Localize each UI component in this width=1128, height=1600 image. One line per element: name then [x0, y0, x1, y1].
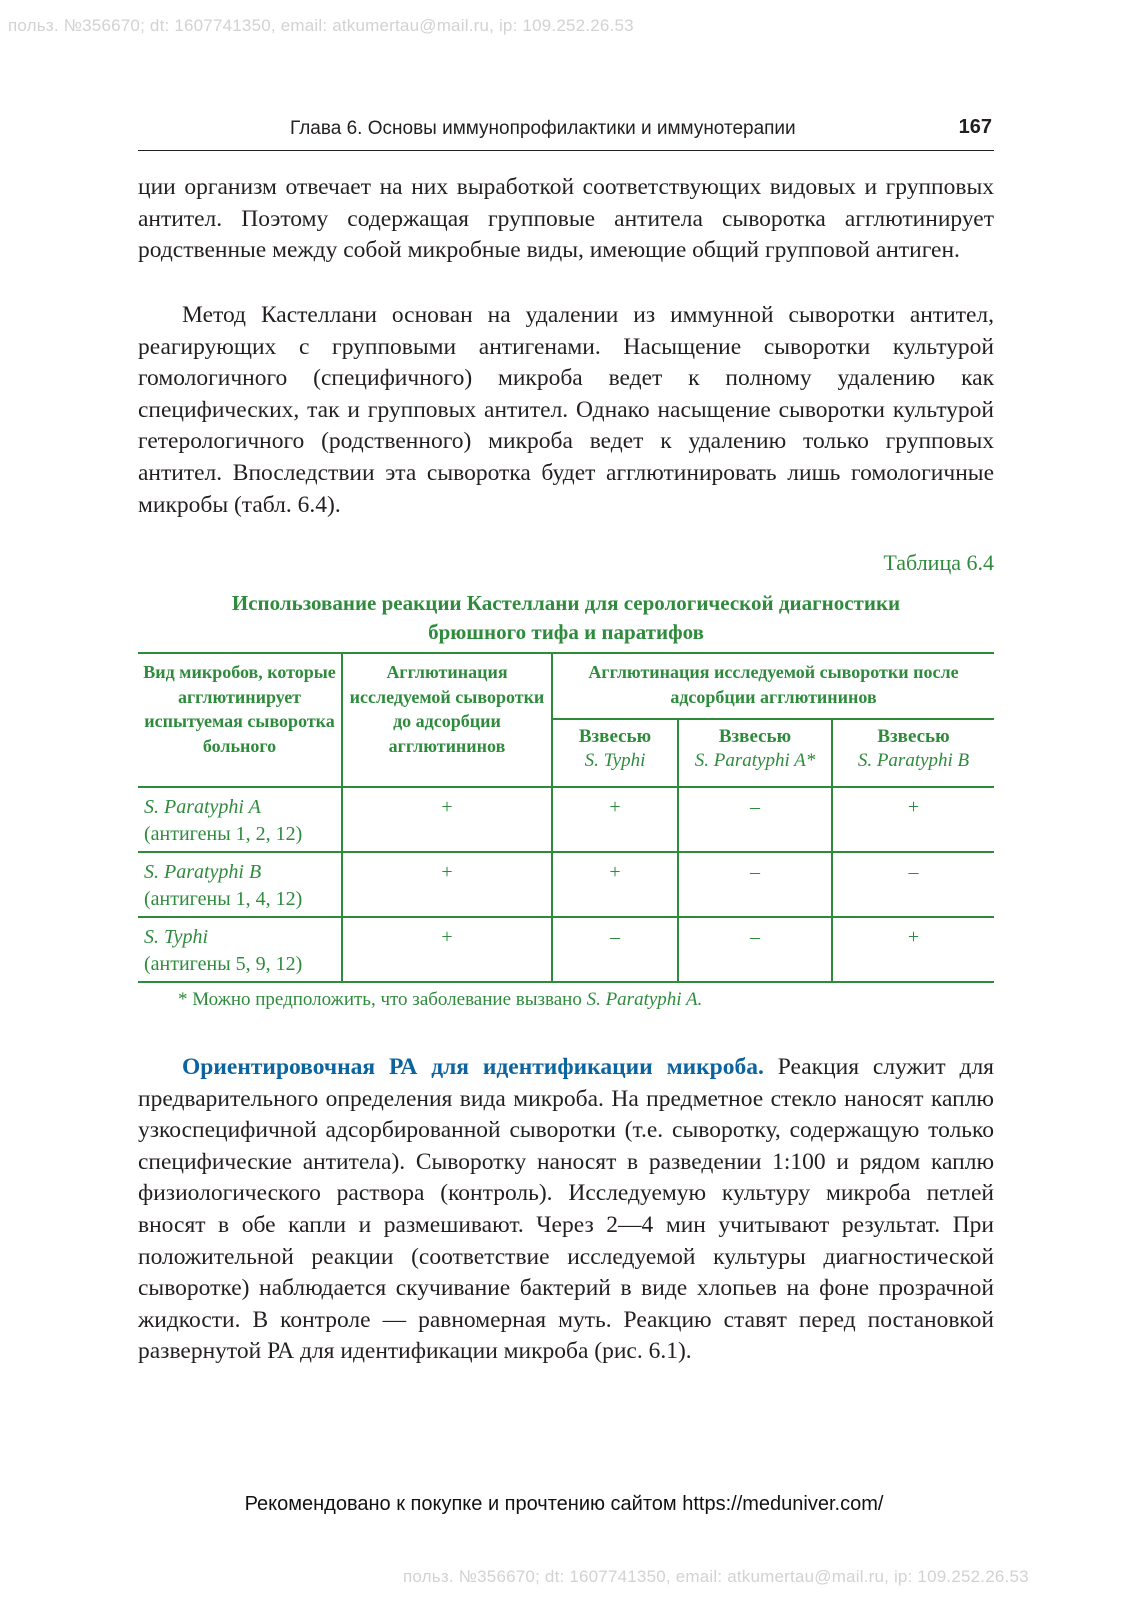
organism-name: S. Typhi: [144, 926, 209, 948]
subheader-paratyphi-b: [832, 719, 994, 787]
page-number: 167: [958, 116, 992, 138]
table-footnote: [178, 989, 702, 1011]
footnote-text: * Можно предположить, что заболевание вызвано: [178, 989, 587, 1010]
organism-name: S. Paratyphi A: [144, 796, 261, 818]
table-row: [138, 917, 994, 982]
subheader-paratyphi-a: [678, 719, 832, 787]
organism-antigens: (антигены 1, 2, 12): [144, 822, 303, 845]
cell-paratyphi-b: –: [832, 852, 994, 917]
subheader-paratyphi-a-label: Взвесью: [718, 725, 792, 747]
cell-before: +: [342, 917, 552, 982]
header-organism: Вид микробов, которые агглютинирует испытуемая сыворотка больного: [138, 653, 342, 787]
running-head: [138, 114, 994, 151]
header-after-adsorption: Агглютинация исследуемой сыворотки после адсорбции агглютининов: [552, 653, 994, 719]
subheader-paratyphi-b-label: Взвесью: [877, 725, 950, 747]
subheader-typhi-label: Взвесью: [578, 725, 652, 747]
cell-paratyphi-a: –: [678, 852, 832, 917]
cell-typhi: –: [552, 917, 678, 982]
header-row: [138, 653, 994, 719]
row-organism: [138, 852, 342, 917]
cell-before: +: [342, 852, 552, 917]
paragraph-3-text: Реакция служит для предварительного определения вида микроба. На предметное стекло наносят каплю узкоспецифичной адсорбированной сыворотки (т.е. сыворотку, содержащую только специфические антитела). Сыворотку наносят в разведении 1:100 и рядом каплю физиологического раствора (контроль). Исследуемую культуру микроба петлей вносят в обе капли и размешивают. Через 2—4 мин учитывают результат. При положительной реакции (соответствие исследуемой культуры диагностической сыворотке) наблюдается скучивание бактерий в виде хлопьев на фоне прозрачной жидкости. В контроле — равномерная муть. Реакцию ставят перед постановкой развернутой РА для идентификации микроба (рис. 6.1).: [138, 1054, 994, 1365]
cell-paratyphi-a: –: [678, 787, 832, 852]
row-organism: [138, 787, 342, 852]
subheader-paratyphi-a-organism: S. Paratyphi A*: [694, 750, 816, 772]
chapter-title: Глава 6. Основы иммунопрофилактики и иммунотерапии: [290, 118, 796, 139]
paragraph-1: ции организм отвечает на них выработкой соответствующих видовых и групповых антител. Поэтому содержащая групповые антитела сыворотка агглютинирует родственные между собой микробные виды, имеющие общий групповой антиген.: [138, 174, 994, 264]
castellani-table: [138, 652, 994, 983]
paragraph-2: Метод Кастеллани основан на удалении из иммунной сыворотки антител, реагирующих с групповыми антигенами. Насыщение сыворотки культурой гомологичного (специфичного) микроба ведет к полному удалению как специфических, так и групповых антител. Однако насыщение сыворотки культурой гетерологичного (родственного) микроба ведет к удалению только групповых антител. Впоследствии эта сыворотка будет агглютинировать лишь гомологичные микробы (табл. 6.4).: [138, 302, 994, 518]
footnote-organism: S. Paratyphi A.: [586, 989, 703, 1010]
table-row: [138, 787, 994, 852]
subheader-typhi: [552, 719, 678, 787]
organism-name: S. Paratyphi B: [144, 861, 262, 883]
row-organism: [138, 917, 342, 982]
runin-heading: Ориентировочная РА для идентификации микроба.: [182, 1054, 764, 1080]
promo-line: Рекомендовано к покупке и прочтению сайтом https://meduniver.com/: [244, 1493, 884, 1515]
cell-paratyphi-a: –: [678, 917, 832, 982]
table-title-line-2: брюшного тифа и паратифов: [428, 620, 704, 644]
subheader-paratyphi-b-organism: S. Paratyphi B: [857, 750, 970, 772]
subheader-typhi-organism: S. Typhi: [584, 750, 646, 772]
header-before-adsorption: Агглютинация исследуемой сыворотки до адсорбции агглютининов: [342, 653, 552, 787]
cell-typhi: +: [552, 787, 678, 852]
cell-before: +: [342, 787, 552, 852]
paragraph-3: [138, 1052, 994, 1368]
table-row: [138, 852, 994, 917]
organism-antigens: (антигены 5, 9, 12): [144, 952, 303, 975]
cell-typhi: +: [552, 852, 678, 917]
watermark-bottom: польз. №356670; dt: 1607741350, email: atkumertau@mail.ru, ip: 109.252.26.53: [403, 1567, 1029, 1586]
table-title-line-1: Использование реакции Кастеллани для серологической диагностики: [231, 591, 901, 615]
table-title: [138, 589, 994, 647]
table-number: Таблица 6.4: [883, 550, 994, 575]
organism-antigens: (антигены 1, 4, 12): [144, 887, 303, 910]
cell-paratyphi-b: +: [832, 917, 994, 982]
cell-paratyphi-b: +: [832, 787, 994, 852]
watermark-top: польз. №356670; dt: 1607741350, email: atkumertau@mail.ru, ip: 109.252.26.53: [8, 16, 634, 35]
